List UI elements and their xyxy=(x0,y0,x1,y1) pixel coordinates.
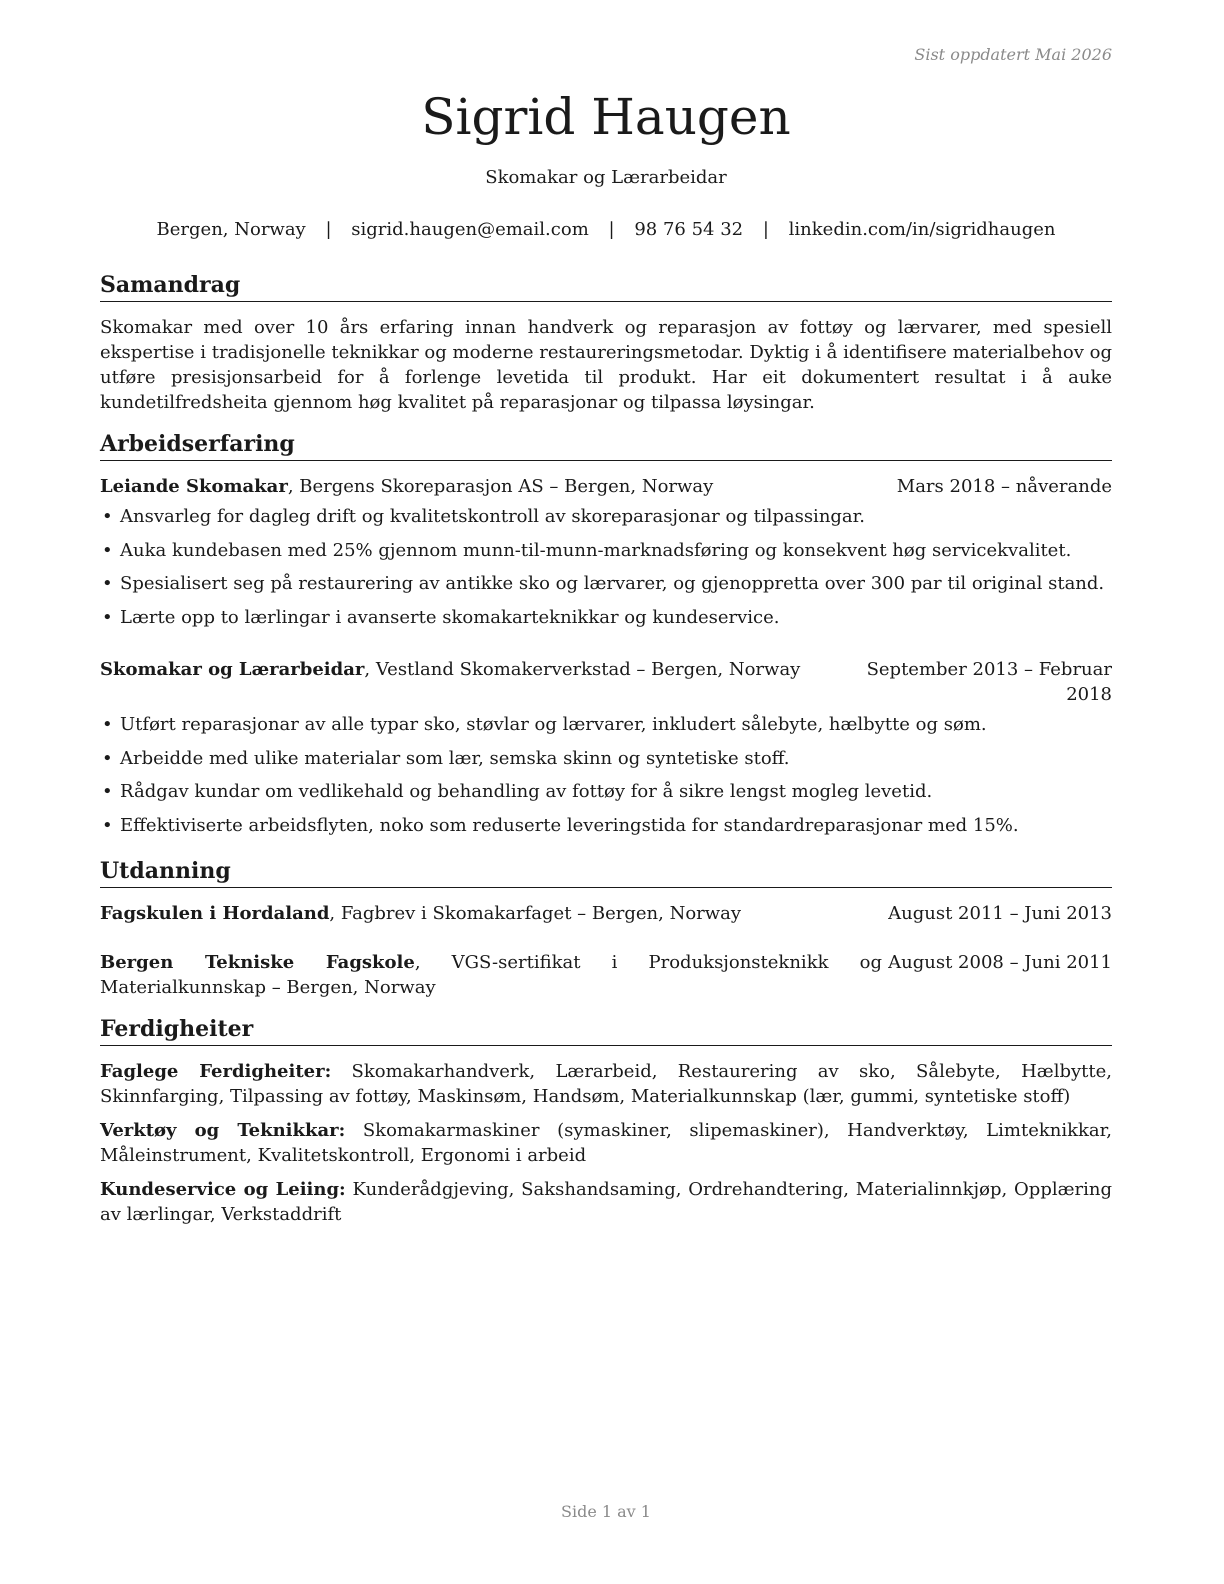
job-bullet: • Auka kundebasen med 25% gjennom munn-til-munn-marknadsføring og konsekvent høg servicekvalitet. xyxy=(100,538,1112,563)
section-title-summary: Samandrag xyxy=(100,270,1112,302)
contact-separator: | xyxy=(762,219,769,240)
skill-list: Skomakarmaskiner (symaskiner, slipemaskiner), Handverktøy, Limteknikkar, Måleinstrument, Kvalitetskontroll, Ergonomi i arbeid xyxy=(100,1120,1112,1166)
education-detail: , VGS-sertifikat i Produksjonsteknikk og Materialkunnskap – Bergen, Norway xyxy=(100,952,882,998)
job-bullets xyxy=(100,504,1112,638)
school-name: Bergen Tekniske Fagskole xyxy=(100,952,415,973)
skill-group xyxy=(100,1118,1112,1168)
education-entry xyxy=(100,950,1112,1000)
job-dates-line: September 2013 – Februar xyxy=(866,659,1112,680)
contact-email[interactable]: sigrid.haugen@email.com xyxy=(351,219,589,240)
education-entry xyxy=(100,901,1112,926)
job-bullet: • Utført reparasjonar av alle typar sko, støvlar og lærvarer, inkludert sålebyte, hælbytte og søm. xyxy=(100,712,1112,737)
job-title: Skomakar og Lærarbeidar xyxy=(485,167,727,188)
page-number: Side 1 av 1 xyxy=(561,1502,651,1521)
section-title-experience: Arbeidserfaring xyxy=(100,429,1112,461)
contact-phone: 98 76 54 32 xyxy=(634,219,744,240)
job-bullet: • Rådgav kundar om vedlikehald og behandling av fottøy for å sikre lengst mogleg levetid. xyxy=(100,779,1112,804)
summary-text: Skomakar med over 10 års erfaring innan handverk og reparasjon av fottøy og lærvarer, med spesiell ekspertise i tradisjonelle teknikkar og moderne restaureringsmetodar. Dyktig i å identifisere materialbehov og utføre presisjonsarbeid for å forlenge levetida til produkt. Har eit dokumentert resultat i å auke kundetilfredsheita gjennom høg kvalitet på reparasjonar og tilpassa løysingar. xyxy=(100,317,1112,413)
job-bullet: • Arbeidde med ulike materialar som lær, semska skinn og syntetiske stoff. xyxy=(100,746,1112,771)
contact-separator: | xyxy=(325,219,332,240)
job-bullet: • Effektiviserte arbeidsflyten, noko som reduserte leveringstida for standardreparasjonar med 15%. xyxy=(100,813,1112,838)
job-company: , Bergens Skoreparasjon AS – Bergen, Norway xyxy=(287,476,714,497)
skill-label: Faglege Ferdigheiter: xyxy=(100,1061,332,1082)
skill-label: Kundeservice og Leiing: xyxy=(100,1179,346,1200)
section-title-education: Utdanning xyxy=(100,856,1112,888)
last-updated: Sist oppdatert Mai 2026 xyxy=(914,45,1112,64)
contact-separator: | xyxy=(608,219,615,240)
job-bullet: • Spesialisert seg på restaurering av antikke sko og lærvarer, og gjenoppretta over 300 par til original stand. xyxy=(100,571,1112,596)
contact-linkedin[interactable]: linkedin.com/in/sigridhaugen xyxy=(788,219,1056,240)
job-role: Skomakar og Lærarbeidar xyxy=(100,659,365,680)
job-dates-line: 2018 xyxy=(1066,684,1112,705)
contact-location: Bergen, Norway xyxy=(156,219,306,240)
education-dates: August 2008 – Juni 2011 xyxy=(888,952,1112,973)
job-bullet: • Ansvarleg for dagleg drift og kvalitetskontroll av skoreparasjonar og tilpassingar. xyxy=(100,504,1112,529)
person-name: Sigrid Haugen xyxy=(421,88,791,146)
job-bullets xyxy=(100,712,1112,846)
job-dates: Mars 2018 – nåverande xyxy=(896,476,1112,497)
skill-list: Skomakarhandverk, Lærarbeid, Restaurering av sko, Sålebyte, Hælbytte, Skinnfarging, Tilpassing av fottøy, Maskinsøm, Handsøm, Materialkunnskap (lær, gummi, syntetiske stoff) xyxy=(100,1061,1112,1107)
job-bullet: • Lærte opp to lærlingar i avanserte skomakarteknikkar og kundeservice. xyxy=(100,605,1112,630)
job-company: , Vestland Skomakerverkstad – Bergen, Norway xyxy=(364,659,801,680)
job-header xyxy=(100,657,1112,705)
education-detail: , Fagbrev i Skomakarfaget – Bergen, Norway xyxy=(329,903,742,924)
resume-page xyxy=(100,0,1112,1584)
skill-group xyxy=(100,1177,1112,1227)
contact-line xyxy=(100,219,1112,240)
skill-list: Kunderådgjeving, Sakshandsaming, Ordrehandtering, Materialinnkjøp, Opplæring av lærlingar, Verkstaddrift xyxy=(100,1179,1112,1225)
job-role: Leiande Skomakar xyxy=(100,476,288,497)
section-title-skills: Ferdigheiter xyxy=(100,1014,1112,1046)
education-dates: August 2011 – Juni 2013 xyxy=(888,903,1112,924)
skill-label: Verktøy og Teknikkar: xyxy=(100,1120,346,1141)
skill-group xyxy=(100,1059,1112,1109)
job-header xyxy=(100,474,1112,499)
job-dates xyxy=(867,657,1112,707)
school-name: Fagskulen i Hordaland xyxy=(100,903,330,924)
